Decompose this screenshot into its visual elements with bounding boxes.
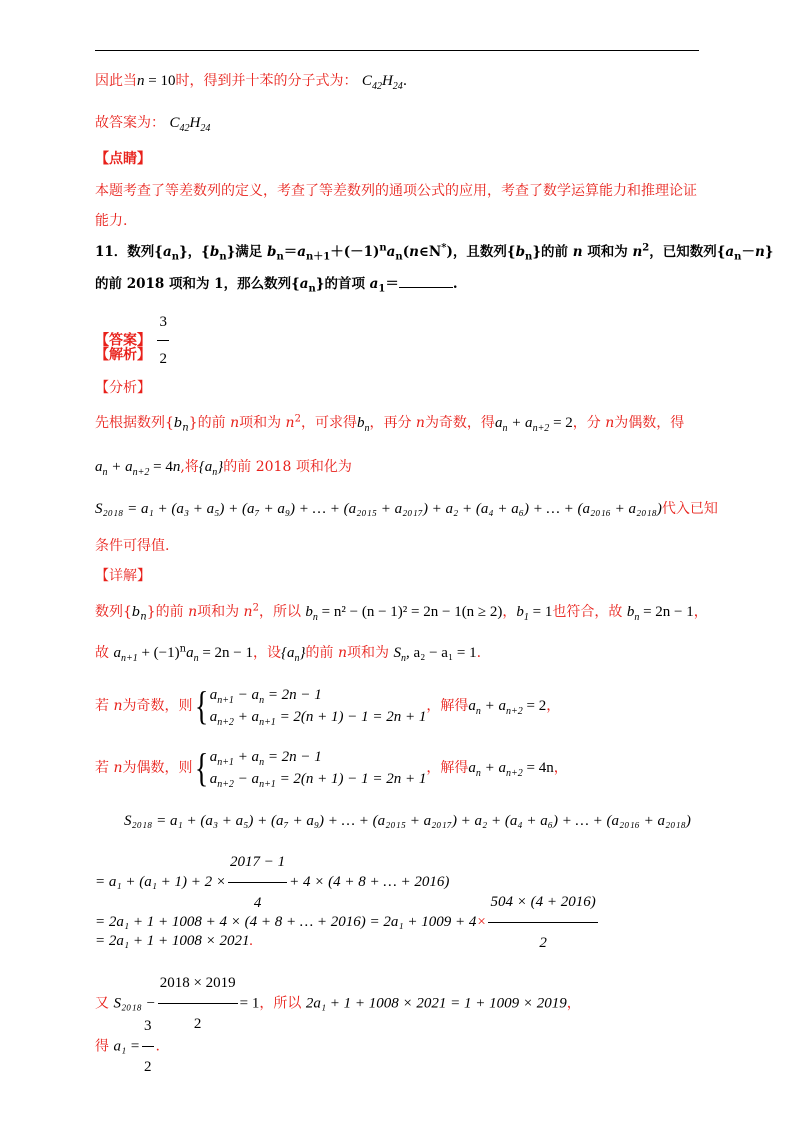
conclusion-line: 因此当n = 10时，得到并十苯的分子式为： $C_{42}H_{24}$.	[95, 73, 408, 92]
answer-blank	[399, 275, 453, 288]
question-11-line-1: 11．数列$\{a_n\}$，$\{b_n\}$满足 $b_n=a_{n+1}+(-1)^na_n(n\in N^*)$，且数列$\{b_n\}$的前 n 项和为 $n^2$，已知数列$\{a_n-n\}$	[95, 242, 774, 263]
comment-line-1: 本题考查了等差数列的定义，考查了等差数列的通项公式的应用，考查了数学运算能力和推理论证	[95, 183, 697, 199]
sum-expression: S₂₀₁₈ = a₁ + (a₃ + a₅) + (a₇ + a₉) + … + (a₂₀₁₅ + a₂₀₁₇) + a₂ + (a₄ + a₆) + … + (a₂₀₁₆ + a₂₀₁₈)	[95, 501, 662, 517]
even-case-line: 若 n为偶数，则{ $a_{n+1} + a_n = 2n - 1$ $a_{n+2} - a_{n+1} = 2(n + 1) - 1 = 2n + 1$ ，解得$a_n + a_{n+2} = 4n$，	[95, 745, 568, 790]
detail-line-2: 故 $a_{n+1} + (-1)^na_n = 2n - 1$，设$\{a_n\}$的前 n项和为 $S_n$, a₂ − a₁ = 1.	[95, 643, 482, 664]
answer-label: 【答案】	[95, 332, 151, 349]
section-label-jiexi: 【解析】	[95, 347, 151, 363]
analysis-line-1: 先根据数列$\{b_n\}$的前 n项和为 $n^2$，可求得$b_n$，再分 n为奇数，得$a_n + a_{n+2} = 2$，分 n为偶数，得	[95, 413, 685, 434]
math-n: n	[137, 73, 145, 89]
calc-line-1: = a₁ + (a₁ + 1) + 2 × $\frac{2017 - 1}{4}$ + 4 × (4 + 8 + … + 2016)	[95, 842, 449, 923]
answer-fraction: $\frac{3}{2}$	[157, 304, 169, 377]
calc-line-3: = 2a₁ + 1 + 1008 × 2021.	[95, 933, 254, 949]
text: 因此当	[95, 73, 137, 89]
calc-line-2: = 2a₁ + 1 + 1008 + 4 × (4 + 8 + … + 2016) = 2a₁ + 1009 + 4× $\frac{504 \times (4 + 2016)}{2}$	[95, 882, 600, 963]
analysis-line-2: $a_n + a_{n+2} = 4n$,将$\{a_n\}$的前 2018 项和化为	[95, 459, 352, 478]
question-11-line-2: 的前 2018 项和为 1，那么数列$\{a_n\}$的首项 $a_1=$ .	[95, 276, 458, 295]
odd-case-line: 若 n为奇数，则{ $a_{n+1} - a_n = 2n - 1$ $a_{n+2} + a_{n+1} = 2(n + 1) - 1 = 2n + 1$ ，解得$a_n + a_{n+2} = 2$，	[95, 683, 561, 728]
section-label-fenxi: 【分析】	[95, 380, 151, 396]
math-10: = 10	[144, 73, 176, 89]
detail-line-1: 数列$\{b_n\}$的前 n项和为 $n^2$，所以 $b_n = n^2 - (n - 1)^2 = 2n - 1(n \ge 2)$，$b_1 = 1$也符合，故 $b_n = 2n - 1$，	[95, 602, 708, 623]
text: 时，得到并十苯的分子式为：	[175, 73, 358, 89]
analysis-line-4: 条件可得值.	[95, 538, 170, 554]
section-label-dianjing: 【点睛】	[95, 151, 151, 167]
final-eq-line: 又 S₂₀₁₈ − $\frac{2018 \times 2019}{2}$ = 1，所以 2a₁ + 1 + 1008 × 2021 = 1 + 1009 × 2019，	[95, 963, 581, 1044]
even-system: $a_{n+1} + a_n = 2n - 1$ $a_{n+2} - a_{n+1} = 2(n + 1) - 1 = 2n + 1$	[209, 749, 427, 790]
text: 故答案为：	[95, 115, 165, 131]
sum-expression-2: S₂₀₁₈ = a₁ + (a₃ + a₅) + (a₇ + a₉) + … + (a₂₀₁₅ + a₂₀₁₇) + a₂ + (a₄ + a₆) + … + (a₂₀₁₆ + a₂₀₁₈)	[124, 813, 691, 829]
odd-system: $a_{n+1} - a_n = 2n - 1$ $a_{n+2} + a_{n+1} = 2(n + 1) - 1 = 2n + 1$	[209, 687, 427, 728]
comment-line-2: 能力.	[95, 213, 128, 229]
header-rule	[95, 50, 699, 51]
answer-line	[95, 304, 171, 377]
analysis-line-3: S₂₀₁₈ = a₁ + (a₃ + a₅) + (a₇ + a₉) + … + (a₂₀₁₅ + a₂₀₁₇) + a₂ + (a₄ + a₆) + … + (a₂₀₁₆ + a₂₀₁₈)代入已知	[95, 501, 718, 517]
final-answer-line: 得 a₁ = $\frac{3}{2}$ .	[95, 1006, 160, 1087]
formula: $C_{42}H_{24}$	[361, 73, 403, 92]
answer-recap-line	[95, 114, 210, 132]
section-label-xiangjie: 【详解】	[95, 568, 151, 584]
formula: $C_{42}H_{24}$	[169, 115, 211, 134]
